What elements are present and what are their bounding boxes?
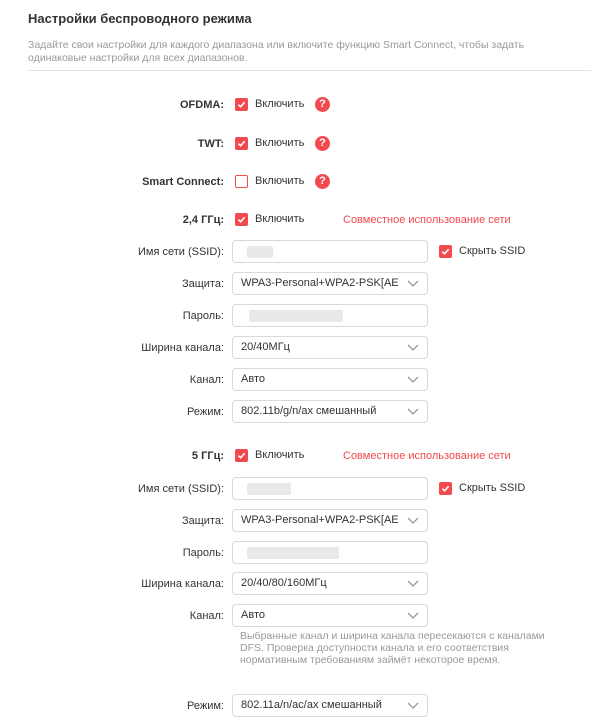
band5-share-link[interactable]: Совместное использование сети [343, 450, 511, 462]
band24-channel-value: Авто [241, 373, 265, 385]
band5-password-row [0, 541, 612, 565]
band5-label: 5 ГГц: [191, 450, 224, 462]
band24-channel-label: Канал: [189, 374, 224, 386]
band5-security-label: Защита: [181, 515, 224, 527]
smart-connect-label: Smart Connect: [142, 176, 224, 188]
chevron-down-icon [407, 375, 419, 384]
dfs-note: Выбранные канал и ширина канала пересекаются с каналами DFS. Проверка доступности канала и его соответствия нормативным требованиям займёт некоторое время. [240, 630, 545, 666]
band24-mode-select[interactable] [232, 400, 428, 423]
chevron-down-icon [407, 516, 419, 525]
ofdma-label: OFDMA: [180, 99, 224, 111]
band24-password-row [0, 304, 612, 328]
band24-security-label: Защита: [181, 278, 224, 290]
check-icon[interactable] [235, 137, 248, 150]
band5-ssid-row [0, 477, 612, 501]
band5-mode-label: Режим: [187, 700, 224, 712]
band5-width-value: 20/40/80/160МГц [241, 577, 327, 589]
band5-channel-select[interactable] [232, 604, 428, 627]
band5-password-label: Пароль: [182, 547, 224, 559]
page-title: Настройки беспроводного режима [28, 11, 252, 26]
band24-channel-row [0, 368, 612, 392]
check-icon[interactable] [235, 213, 248, 226]
checkbox-empty-icon[interactable] [235, 175, 248, 188]
check-icon[interactable] [235, 449, 248, 462]
password-redacted [249, 310, 343, 322]
chevron-down-icon [407, 279, 419, 288]
chevron-down-icon [407, 701, 419, 710]
band24-security-row [0, 272, 612, 296]
band5-channel-label: Канал: [189, 610, 224, 622]
check-icon[interactable] [235, 98, 248, 111]
smart-connect-enable-label: Включить [255, 175, 305, 187]
band24-ssid-label: Имя сети (SSID): [137, 246, 224, 258]
band24-ssid-row [0, 240, 612, 264]
band5-security-value: WPA3-Personal+WPA2-PSK[AE [241, 514, 399, 526]
ssid-redacted [247, 483, 291, 495]
band5-width-row [0, 572, 612, 596]
chevron-down-icon [407, 579, 419, 588]
band24-security-select[interactable] [232, 272, 428, 295]
band5-channel-value: Авто [241, 609, 265, 621]
smart-connect-row [0, 170, 612, 194]
check-icon[interactable] [439, 245, 452, 258]
band24-enable-label: Включить [255, 213, 305, 225]
band24-row [0, 208, 612, 232]
band24-mode-row [0, 400, 612, 424]
help-icon[interactable]: ? [315, 97, 330, 112]
band24-security-value: WPA3-Personal+WPA2-PSK[AE [241, 277, 399, 289]
twt-enable-label: Включить [255, 137, 305, 149]
ofdma-enable-label: Включить [255, 98, 305, 110]
band24-mode-label: Режим: [187, 406, 224, 418]
band5-mode-value: 802.11a/n/ac/ax смешанный [241, 699, 382, 711]
chevron-down-icon [407, 611, 419, 620]
band24-width-row [0, 336, 612, 360]
twt-label: TWT: [197, 138, 224, 150]
band24-width-label: Ширина канала: [141, 342, 224, 354]
band5-channel-row [0, 604, 612, 628]
band5-enable-label: Включить [255, 449, 305, 461]
band5-ssid-input[interactable] [232, 477, 428, 500]
twt-row [0, 132, 612, 156]
check-icon[interactable] [439, 482, 452, 495]
chevron-down-icon [407, 407, 419, 416]
band5-ssid-label: Имя сети (SSID): [137, 483, 224, 495]
band24-channel-select[interactable] [232, 368, 428, 391]
password-redacted [247, 547, 339, 559]
ofdma-row [0, 93, 612, 117]
help-icon[interactable]: ? [315, 136, 330, 151]
band5-mode-select[interactable] [232, 694, 428, 717]
band24-password-input[interactable] [232, 304, 428, 327]
band24-width-value: 20/40МГц [241, 341, 290, 353]
ssid-redacted [247, 246, 273, 258]
band5-width-select[interactable] [232, 572, 428, 595]
divider [28, 70, 591, 71]
page-description: Задайте свои настройки для каждого диапазона или включите функцию Smart Connect, чтобы задать одинаковые настройки для всех диапазонов. [28, 39, 525, 64]
band5-security-row [0, 509, 612, 533]
chevron-down-icon [407, 343, 419, 352]
band24-mode-value: 802.11b/g/n/ax смешанный [241, 405, 377, 417]
help-icon[interactable]: ? [315, 174, 330, 189]
band24-ssid-input[interactable] [232, 240, 428, 263]
band24-hide-ssid-label: Скрыть SSID [459, 245, 526, 257]
band5-mode-row [0, 694, 612, 718]
band5-hide-ssid-label: Скрыть SSID [459, 482, 526, 494]
band5-password-input[interactable] [232, 541, 428, 564]
band5-width-label: Ширина канала: [141, 578, 224, 590]
band5-row [0, 444, 612, 468]
band24-label: 2,4 ГГц: [182, 214, 224, 226]
band24-password-label: Пароль: [182, 310, 224, 322]
band5-security-select[interactable] [232, 509, 428, 532]
band24-share-link[interactable]: Совместное использование сети [343, 214, 511, 226]
band24-width-select[interactable] [232, 336, 428, 359]
